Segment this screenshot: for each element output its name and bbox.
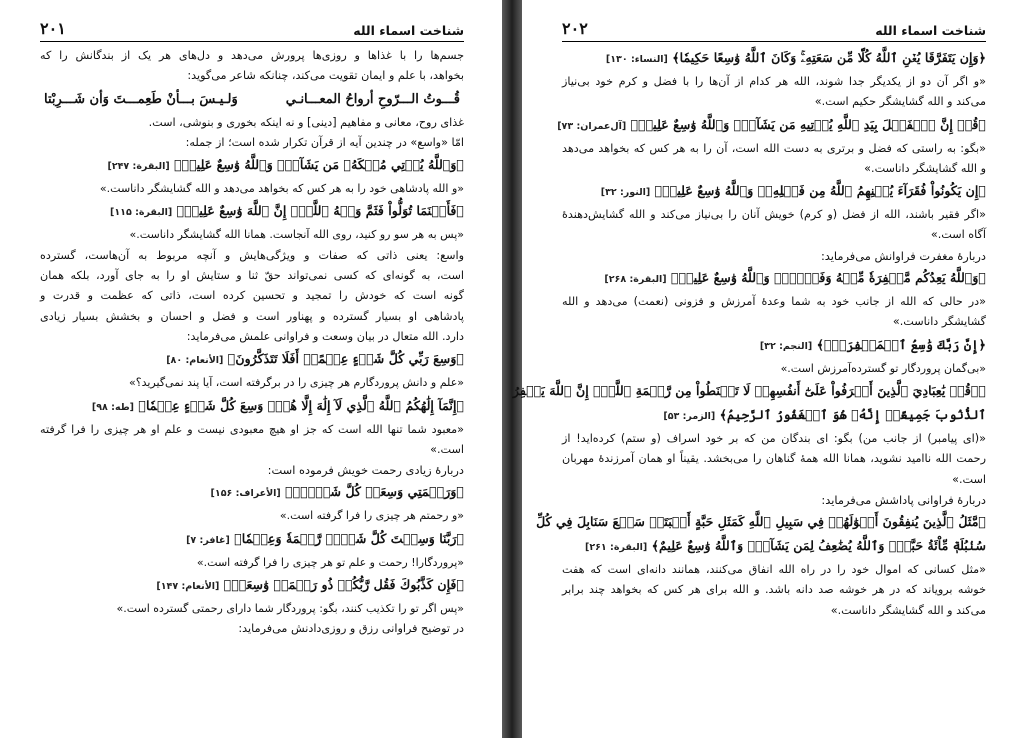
- paragraph-line: «بگو: به راستی که فضل و برتری به دست الله است، آن را به هر کس که بخواهد می‌دهد: [562, 141, 986, 155]
- section-intro: دربارهٔ فراوانی پاداشش می‌فرماید:: [821, 492, 986, 507]
- verse-text: ﴿قُلۡ إِنَّ ٱلۡفَضۡلَ بِيَدِ ٱللَّهِ يُؤۡتِيهِ مَن يَشَآءُۗ وَٱللَّهُ وَٰسِعٌ عَلِيمٞ﴾: [630, 116, 986, 132]
- verse-reference: [الأنعام: ۱۴۷]: [156, 581, 220, 593]
- verse-text: ﴿۞قُلۡ يَٰعِبَادِيَ ٱلَّذِينَ أَسۡرَفُواْ عَلَىٰٓ أَنفُسِهِمۡ لَا تَقۡنَطُواْ مِن رَّحۡمَةِ ٱللَّهِۚ إِنَّ ٱللَّهَ يَغۡفِرُ: [512, 382, 986, 398]
- text-line: امّا «واسع» در چندین آیه از قرآن تکرار شده است؛ از جمله:: [185, 135, 464, 149]
- quran-verse: [562, 333, 986, 359]
- page-body: [40, 46, 464, 640]
- verse-reference: [آل‌عمران: ۷۳]: [557, 120, 627, 132]
- text-line: می‌کند و الله گشایشگر حکیم است.»: [814, 95, 986, 109]
- verse-text: ﴿وَٱللَّهُ يَعِدُكُم مَّغۡفِرَةٗ مِّنۡهُ وَفَضۡلٗاۗ وَٱللَّهُ وَٰسِعٌ عَلِيمٞ﴾: [671, 270, 986, 286]
- paragraph-line: «مثل کسانی که اموال خود را در راه الله انفاق می‌کنند، همانند دانه‌ای است که هفت: [562, 563, 986, 577]
- page-body: [512, 46, 986, 621]
- translation-line: «بی‌گمان پروردگار تو گسترده‌آمرزش است.»: [780, 361, 986, 375]
- verse-text: ﴿إِنَّ رَبَّكَ وَٰسِعُ ٱلۡمَغۡفِرَةِۚ﴾: [816, 336, 986, 352]
- left-page: [0, 0, 502, 738]
- verse-text: ﴿رَبَّنَا وَسِعۡتَ كُلَّ شَيۡءٖ رَّحۡمَةٗ وَعِلۡمٗا﴾: [234, 530, 464, 546]
- quran-verse: [40, 199, 464, 225]
- text-line: غذای روح، معانی و مفاهیم [دینی] و نه اینکه بخوری و بنوشی، است.: [148, 115, 464, 129]
- quran-verse: [40, 153, 464, 179]
- quran-verse: [40, 480, 464, 506]
- verse-reference: [الزمر: ۵۳]: [663, 410, 716, 422]
- verse-reference: [النساء: ۱۳۰]: [605, 54, 668, 65]
- section-intro: دربارهٔ زیادی رحمت خویش فرموده است:: [267, 463, 464, 478]
- verse-text: ﴿فَإِن كَذَّبُوكَ فَقُل رَّبُّكُمۡ ذُو رَحۡمَةٖ وَٰسِعَةٖ﴾: [223, 577, 464, 593]
- book-spine: [502, 0, 522, 738]
- quran-verse: [562, 179, 986, 205]
- verse-text: ﴿وَإِن يَتَفَرَّقَا يُغۡنِ ٱللَّهُ كُلّٗا مِّن سَعَتِهِۦۚ وَكَانَ ٱللَّهُ وَٰسِعًا حَكِيمٗا﴾: [672, 50, 986, 65]
- translation-line: «و رحمتم هر چیزی را فرا گرفته است.»: [279, 509, 464, 523]
- paragraph-line: واسع: یعنی ذاتی که صفات و ویژگی‌هایش و آنچه مربوط به آن‌هاست، گسترده: [40, 248, 464, 262]
- verse-text: ﴿وَسِعَ رَبِّي كُلَّ شَيۡءٍ عِلۡمًاۚ أَفَلَا تَتَذَكَّرُونَ﴾: [227, 351, 464, 367]
- text-line: و الله گشایشگر داناست.»: [864, 161, 986, 175]
- quran-verse: [512, 379, 986, 403]
- section-intro: دربارهٔ مغفرت فراوانش می‌فرماید:: [820, 248, 986, 263]
- text-line: می‌کند و الله گشایشگر داناست.»: [830, 603, 986, 617]
- quran-verse: [40, 347, 464, 373]
- paragraph-line: «و اگر آن دو از یکدیگر جدا شوند، الله هر کدام از آن‌ها را با فضل و کرم خود بی‌نیاز: [562, 75, 986, 88]
- verse-reference: [البقرة: ۲۴۷]: [107, 161, 170, 173]
- poem-hemistich: وَلـيـسَ بـــأنْ طَعِمـــتَ وَأن شَـــرِبْتا: [44, 91, 238, 107]
- translation-line: «علم و دانش پروردگارم هر چیزی را در برگرفته است، آیا پند نمی‌گیرید؟»: [129, 376, 464, 390]
- verse-reference: [البقرة: ۲۶۸]: [604, 274, 667, 286]
- page-number: ۲۰۱: [40, 19, 66, 38]
- verse-reference: [النور: ۳۲]: [600, 187, 651, 199]
- paragraph-line: خوشه برویاند که در هر خوشه صد دانه باشد. و الله برای هر کس که بخواهد چند برابر: [562, 583, 986, 597]
- translation-line: «پس اگر تو را تکذیب کنند، بگو: پروردگار شما دارای رحمتی گسترده است.»: [116, 602, 464, 616]
- verse-reference: [النجم: ۳۲]: [759, 340, 813, 352]
- verse-text: ﴿إِنَّمَآ إِلَٰهُكُمُ ٱللَّهُ ٱلَّذِي لَآ إِلَٰهَ إِلَّا هُوَۚ وَسِعَ كُلَّ شَيۡءٍ عِلۡمٗا﴾: [138, 397, 464, 413]
- translation-line: «و الله پادشاهی خود را به هر کس که بخواهد می‌دهد و الله گشایشگر داناست.»: [99, 182, 464, 196]
- text-line: در توضیح فراوانی رزق و روزی‌دادنش می‌فرماید:: [238, 622, 464, 636]
- quran-verse: [562, 266, 986, 292]
- quran-verse: [557, 113, 986, 139]
- verse-reference: [البقرة: ۲۶۱]: [584, 542, 648, 554]
- quran-verse: [562, 534, 986, 560]
- paragraph-line: «(ای پیامبر) از جانب من) بگو: ای بندگان من که بر خود اسراف (و ستم) کرده‌اید! از: [562, 431, 986, 445]
- verse-text: ٱلذُّنُوبَ جَمِيعًاۚ إِنَّهُۥ هُوَ ٱلۡغَفُورُ ٱلرَّحِيمُ﴾: [719, 406, 986, 422]
- paragraph-line: است، به گونه‌ای که کسی نمی‌تواند حقّ ثنا و ستایش او را به جای آورد، بلکه همان: [40, 269, 464, 283]
- verse-text: ﴿إِن يَكُونُواْ فُقَرَآءَ يُغۡنِهِمُ ٱللَّهُ مِن فَضۡلِهِۦۗ وَٱللَّهُ وَٰسِعٌ عَلِيمٞ﴾: [654, 183, 986, 199]
- paragraph-line: «معبود شما تنها الله است که جز او هیچ معبودی نیست و علم او هر چیزی را فرا گرفته: [40, 422, 464, 436]
- verse-text: ﴿وَٱللَّهُ يُؤۡتِي مُلۡكَهُۥ مَن يَشَآءُۚ وَٱللَّهُ وَٰسِعٌ عَلِيمٞ﴾: [174, 157, 464, 173]
- quran-verse: [40, 394, 464, 420]
- running-title: شناخت اسماء الله: [875, 23, 986, 38]
- text-line: است.»: [430, 442, 464, 456]
- verse-reference: [الأنعام: ۸۰]: [166, 355, 224, 367]
- translation-line: «پس به هر سو رو کنید، روی الله آنجاست. همانا الله گشایشگر داناست.»: [129, 228, 464, 242]
- verse-reference: [الأعراف: ۱۵۶]: [210, 488, 281, 500]
- verse-reference: [البقرة: ۱۱۵]: [110, 207, 173, 219]
- verse-text: ﴿فَأَيۡنَمَا تُوَلُّواْ فَثَمَّ وَجۡهُ ٱللَّهِۚ إِنَّ ٱللَّهَ وَٰسِعٌ عَلِيمٞ﴾: [176, 203, 464, 219]
- page-number: ۲۰۲: [562, 19, 588, 38]
- paragraph-line: «در حالی که الله از جانب خود به شما وعدهٔ آمرزش و فزونی (نعمت) می‌دهد و الله: [562, 295, 986, 309]
- paragraph-line: رحمت الله ناامید نشوید، همانا الله همهٔ گناهان را می‌بخشد. یقیناً او همان آمرزندهٔ مهربان: [562, 452, 986, 466]
- quran-verse: [562, 46, 986, 72]
- verse-text: ﴿وَرَحۡمَتِي وَسِعَتۡ كُلَّ شَيۡءٖۚ﴾: [285, 484, 464, 500]
- poem-hemistich: قُـــوتُ الـــرّوحِ أرواحُ المعـــانـي: [285, 91, 460, 107]
- quran-verse: [536, 510, 986, 534]
- right-page: [512, 0, 1024, 738]
- quran-verse: [562, 403, 986, 429]
- text-line: آگاه است.»: [930, 228, 986, 242]
- text-line: است.»: [952, 472, 986, 486]
- text-line: بخواهد، با علم و ایمان تقویت می‌کند، چنانکه شاعر می‌گوید:: [187, 69, 464, 83]
- verse-reference: [طه: ۹۸]: [91, 401, 135, 413]
- paragraph-line: «اگر فقیر باشند، الله از فضل (و کرم) خویش آنان را بی‌نیاز می‌کند و الله گشایش‌دهندهٔ: [562, 208, 986, 222]
- running-title: شناخت اسماء الله: [353, 23, 464, 38]
- verse-reference: [غافر: ۷]: [186, 534, 230, 546]
- paragraph-line: جسم‌ها را با غذاها و روزی‌ها پرورش می‌دهد و دل‌های هر یک از بندگانش را که: [40, 49, 464, 62]
- translation-line: «پروردگارا! رحمت و علم تو هر چیزی را فرا گرفته است.»: [196, 555, 464, 569]
- verse-text: سُنۢبُلَةٖ مِّاْئَةُ حَبَّةٖۗ وَٱللَّهُ يُضَٰعِفُ لِمَن يَشَآءُۚ وَٱللَّهُ وَٰسِعٌ عَلِيمٌ﴾: [651, 538, 986, 554]
- quran-verse: [40, 527, 464, 553]
- text-line: دارد. الله متعال در بیان وسعت و فراوانی علمش می‌فرماید:: [186, 329, 464, 343]
- text-line: گشایشگر داناست.»: [892, 315, 986, 329]
- paragraph-line: گونه است که خودش را تمجید و تحسین کرده است، ذاتی که عظمت و قدرت و: [40, 289, 464, 303]
- paragraph-line: پادشاهی او بسیار گسترده و پهناور است و فضل و احسان و بخشش بسیار زیادی: [40, 309, 464, 323]
- verse-text: ﴿مَّثَلُ ٱلَّذِينَ يُنفِقُونَ أَمۡوَٰلَهُمۡ فِي سَبِيلِ ٱللَّهِ كَمَثَلِ حَبَّةٍ أَنۢبَتَتۡ سَبۡعَ سَنَابِلَ فِي كُلِّ: [536, 514, 986, 530]
- quran-verse: [40, 573, 464, 599]
- poem-verse: [40, 87, 464, 113]
- page-header: [40, 0, 464, 42]
- page-header: [562, 0, 986, 42]
